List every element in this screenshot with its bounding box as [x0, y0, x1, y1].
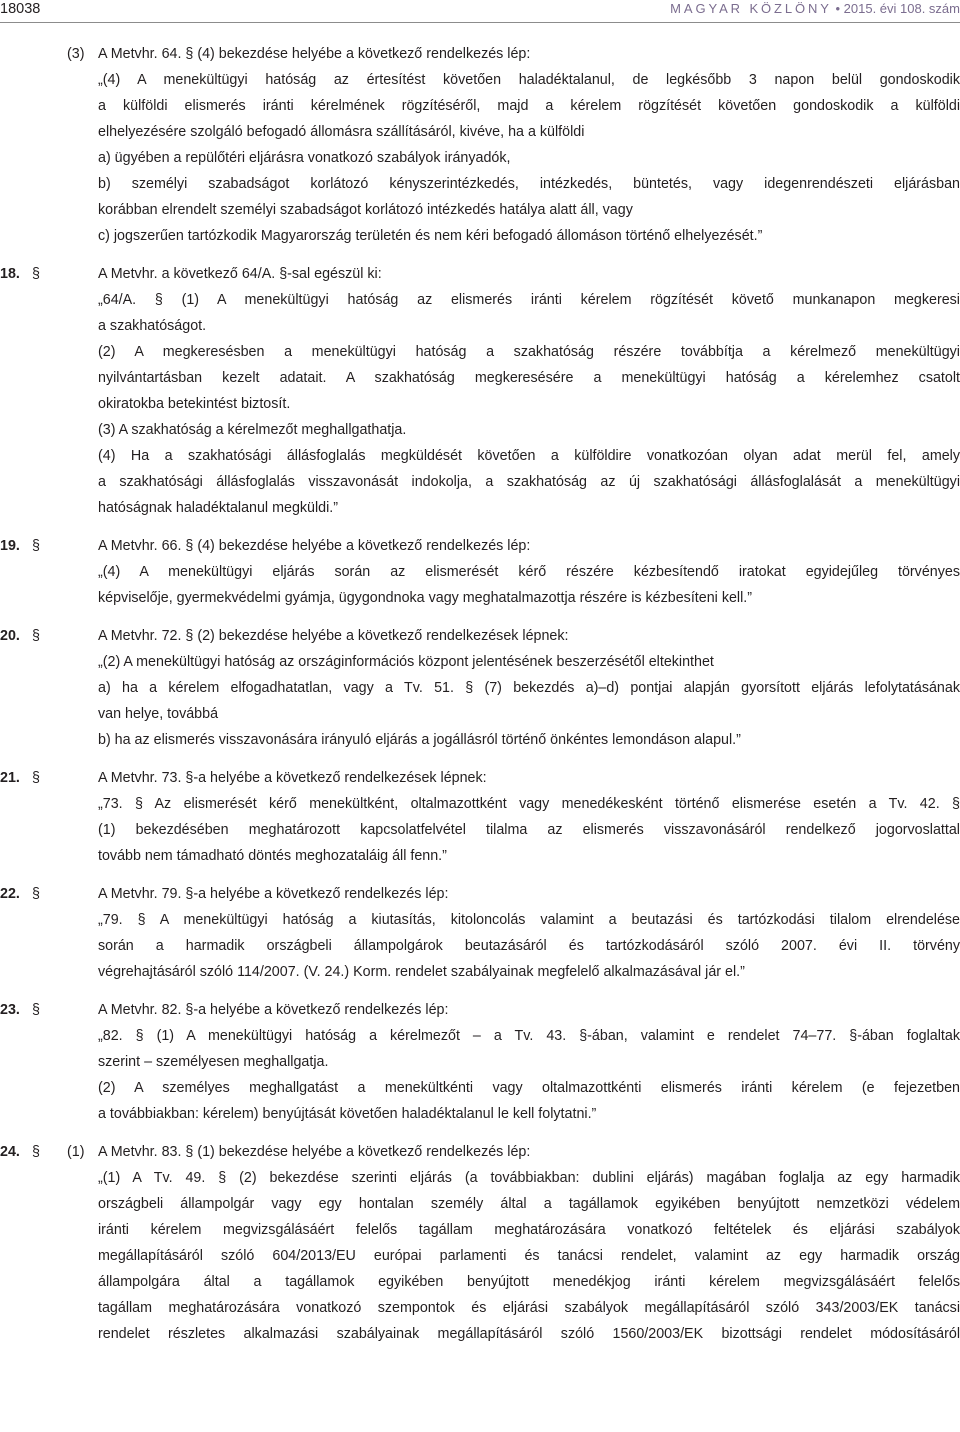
- document-body: [0, 41, 960, 1347]
- text-line: [0, 261, 960, 287]
- section-number: 19.: [0, 538, 20, 554]
- journal-name: MAGYAR KÖZLÖNY: [670, 1, 832, 16]
- text-line: [0, 907, 960, 933]
- section-number: 20.: [0, 628, 20, 644]
- line-text: a) ha a kérelem elfogadhatatlan, vagy a Tv. 51. § (7) bekezdés a)–d) pontjai alapján gyorsított eljárás lefolytatásának: [98, 680, 960, 696]
- text-line: [0, 533, 960, 559]
- line-text: hatóságnak haladéktalanul megküldi.”: [98, 500, 339, 516]
- journal-issue: • 2015. évi 108. szám: [831, 1, 960, 16]
- section-sign: §: [32, 770, 40, 786]
- text-line: [0, 1243, 960, 1269]
- section-number: 23.: [0, 1002, 20, 1018]
- line-text: „(4) A menekültügyi eljárás során az elismerését kérő részére kézbesítendő iratokat egyidejűleg törvényes: [98, 564, 960, 580]
- line-text: „79. § A menekültügyi hatóság a kiutasítás, kitoloncolás valamint a beutazási és tartózkodási tilalom elrendelése: [98, 912, 960, 928]
- text-line: [0, 623, 960, 649]
- section-sign: §: [32, 886, 40, 902]
- line-text: „73. § Az elismerését kérő menekültként, oltalmazottként vagy menedékesként történő elismerése esetén a Tv. 42. §: [98, 796, 960, 812]
- text-line: [0, 649, 960, 675]
- line-text: tagállam meghatározására vonatkozó szempontok és eljárási szabályok megállapításáról szóló 343/2003/EK tanácsi: [98, 1300, 960, 1316]
- text-line: [0, 41, 960, 67]
- page-header: [0, 0, 960, 23]
- line-text: során a harmadik országbeli állampolgárok beutazásáról és tartózkodásáról szóló 2007. évi II. törvény: [98, 938, 960, 954]
- line-text: „(2) A menekültügyi hatóság az országinformációs központ jelentésének beszerzésétől eltekinthet: [98, 654, 714, 670]
- text-line: [0, 997, 960, 1023]
- text-line: [0, 791, 960, 817]
- text-line: [0, 1139, 960, 1165]
- text-line: [0, 197, 960, 223]
- text-line: [0, 765, 960, 791]
- text-line: [0, 559, 960, 585]
- text-line: [0, 1191, 960, 1217]
- line-text: megállapításáról szóló 604/2013/EU európai parlamenti és tanácsi rendelet, valamint az egy harmadik ország: [98, 1248, 960, 1264]
- text-line: [0, 881, 960, 907]
- line-text: „82. § (1) A menekültügyi hatóság a kérelmezőt – a Tv. 43. §-ában, valamint e rendelet 74–77. §-ában foglaltak: [98, 1028, 960, 1044]
- section-number: 22.: [0, 886, 20, 902]
- line-text: állampolgára által a tagállamok egyikében benyújtott menedékjog iránti kérelem megvizsgálásáért felelős: [98, 1274, 960, 1290]
- line-text: b) ha az elismerés visszavonására irányuló eljárás a jogállásról történő önkéntes lemondáson alapul.”: [98, 732, 741, 748]
- line-text: A Metvhr. 79. §-a helyébe a következő rendelkezés lép:: [98, 886, 449, 902]
- line-text: országbeli állampolgár vagy egy hontalan személy által a tagállamok egyikében benyújtott nemzetközi védelem: [98, 1196, 960, 1212]
- line-text: A Metvhr. 73. §-a helyébe a következő rendelkezések lépnek:: [98, 770, 487, 786]
- line-text: c) jogszerűen tartózkodik Magyarország területén és nem kéri befogadó állomáson történő elhelyezését.”: [98, 228, 763, 244]
- line-text: A Metvhr. a következő 64/A. §-sal egészül ki:: [98, 266, 382, 282]
- section-sign: §: [32, 1002, 40, 1018]
- line-text: rendelet részletes alkalmazási szabályainak megállapításáról szóló 1560/2003/EK bizottsági rendelet módosításáról: [98, 1326, 960, 1342]
- line-text: a) ügyében a repülőtéri eljárásra vonatkozó szabályok irányadók,: [98, 150, 511, 166]
- text-line: [0, 1075, 960, 1101]
- text-line: [0, 1165, 960, 1191]
- line-text: nyilvántartásban kezelt adatait. A szakhatóság megkeresésére a menekültügyi hatóság a kérelemhez csatolt: [98, 370, 960, 386]
- line-text: szerint – személyesen meghallgatja.: [98, 1054, 329, 1070]
- line-text: okiratokba betekintést biztosít.: [98, 396, 291, 412]
- section-sign: §: [32, 628, 40, 644]
- line-text: A Metvhr. 83. § (1) bekezdése helyébe a következő rendelkezés lép:: [98, 1144, 531, 1160]
- section-number: 18.: [0, 266, 20, 282]
- line-text: A Metvhr. 72. § (2) bekezdése helyébe a következő rendelkezések lépnek:: [98, 628, 569, 644]
- line-text: a szakhatósági állásfoglalás visszavonását indokolja, a szakhatóság az új szakhatósági állásfoglalását a menekültügyi: [98, 474, 960, 490]
- line-text: iránti kérelem megvizsgálásáért felelős tagállam meghatározására vonatkozó feltételek és eljárási szabályok: [98, 1222, 960, 1238]
- line-text: „(1) A Tv. 49. § (2) bekezdése szerinti eljárás (a továbbiakban: dublini eljárás) magában foglalja az egy harmadik: [98, 1170, 960, 1186]
- line-text: korábban elrendelt személyi szabadságot korlátozó intézkedés hatálya alatt áll, vagy: [98, 202, 633, 218]
- text-line: [0, 701, 960, 727]
- text-line: [0, 1049, 960, 1075]
- text-line: [0, 365, 960, 391]
- text-line: [0, 817, 960, 843]
- line-text: tovább nem támadható döntés meghozataláig áll fenn.”: [98, 848, 447, 864]
- line-text: (2) A megkeresésben a menekültügyi hatóság a szakhatóság részére továbbítja a kérelmező menekültügyi: [98, 344, 960, 360]
- text-line: [0, 675, 960, 701]
- text-line: [0, 469, 960, 495]
- text-line: [0, 843, 960, 869]
- text-line: [0, 145, 960, 171]
- text-line: [0, 1217, 960, 1243]
- text-line: [0, 933, 960, 959]
- section-sign: §: [32, 538, 40, 554]
- line-text: (1) bekezdésében meghatározott kapcsolatfelvétel tilalma az elismerés visszavonásáról rendelkező jogorvoslattal: [98, 822, 960, 838]
- text-line: [0, 1321, 960, 1347]
- text-line: [0, 959, 960, 985]
- text-line: [0, 417, 960, 443]
- text-line: [0, 1295, 960, 1321]
- line-text: van helye, továbbá: [98, 706, 219, 722]
- text-line: [0, 443, 960, 469]
- line-text: A Metvhr. 64. § (4) bekezdése helyébe a következő rendelkezés lép:: [98, 46, 531, 62]
- text-line: [0, 1023, 960, 1049]
- text-line: [0, 171, 960, 197]
- line-text: elhelyezésére szolgáló befogadó állomásra szállításáról, kivéve, ha a külföldi: [98, 124, 585, 140]
- paragraph-number: (1): [67, 1144, 85, 1160]
- paragraph-number: (3): [67, 46, 85, 62]
- text-line: [0, 287, 960, 313]
- line-text: A Metvhr. 82. §-a helyébe a következő rendelkezés lép:: [98, 1002, 449, 1018]
- line-text: a szakhatóságot.: [98, 318, 207, 334]
- line-text: (2) A személyes meghallgatást a menekültkénti vagy oltalmazottkénti elismerés iránti kérelem (e fejezetben: [98, 1080, 960, 1096]
- text-line: [0, 339, 960, 365]
- text-line: [0, 223, 960, 249]
- line-text: b) személyi szabadságot korlátozó kényszerintézkedés, intézkedés, büntetés, vagy idegenrendészeti eljárásban: [98, 176, 960, 192]
- line-text: „(4) A menekültügyi hatóság az értesítést követően haladéktalanul, de legkésőbb 3 napon belül gondoskodik: [98, 72, 960, 88]
- section-number: 24.: [0, 1144, 20, 1160]
- text-line: [0, 585, 960, 611]
- line-text: képviselője, gyermekvédelmi gyámja, ügygondnoka vagy meghatalmazottja részére is kézbesíteni kell.”: [98, 590, 753, 606]
- page-number: 18038: [0, 1, 41, 17]
- text-line: [0, 391, 960, 417]
- text-line: [0, 119, 960, 145]
- section-sign: §: [32, 266, 40, 282]
- text-line: [0, 93, 960, 119]
- journal-title: [670, 0, 960, 18]
- line-text: A Metvhr. 66. § (4) bekezdése helyébe a következő rendelkezés lép:: [98, 538, 531, 554]
- text-line: [0, 1101, 960, 1127]
- section-number: 21.: [0, 770, 20, 786]
- text-line: [0, 1269, 960, 1295]
- text-line: [0, 495, 960, 521]
- line-text: a külföldi elismerés iránti kérelmének rögzítéséről, majd a kérelem rögzítését követően gondoskodik a külföldi: [98, 98, 960, 114]
- line-text: a továbbiakban: kérelem) benyújtását követően haladéktalanul le kell folytatni.”: [98, 1106, 597, 1122]
- text-line: [0, 313, 960, 339]
- section-sign: §: [32, 1144, 40, 1160]
- line-text: „64/A. § (1) A menekültügyi hatóság az elismerés iránti kérelem rögzítését követő munkanapon megkeresi: [98, 292, 960, 308]
- line-text: (4) Ha a szakhatósági állásfoglalás megküldését követően a külföldire vonatkozóan olyan adat merül fel, amely: [98, 448, 960, 464]
- text-line: [0, 727, 960, 753]
- line-text: (3) A szakhatóság a kérelmezőt meghallgathatja.: [98, 422, 407, 438]
- line-text: végrehajtásáról szóló 114/2007. (V. 24.) Korm. rendelet szabályainak megfelelő alkalmazásával jár el.”: [98, 964, 745, 980]
- text-line: [0, 67, 960, 93]
